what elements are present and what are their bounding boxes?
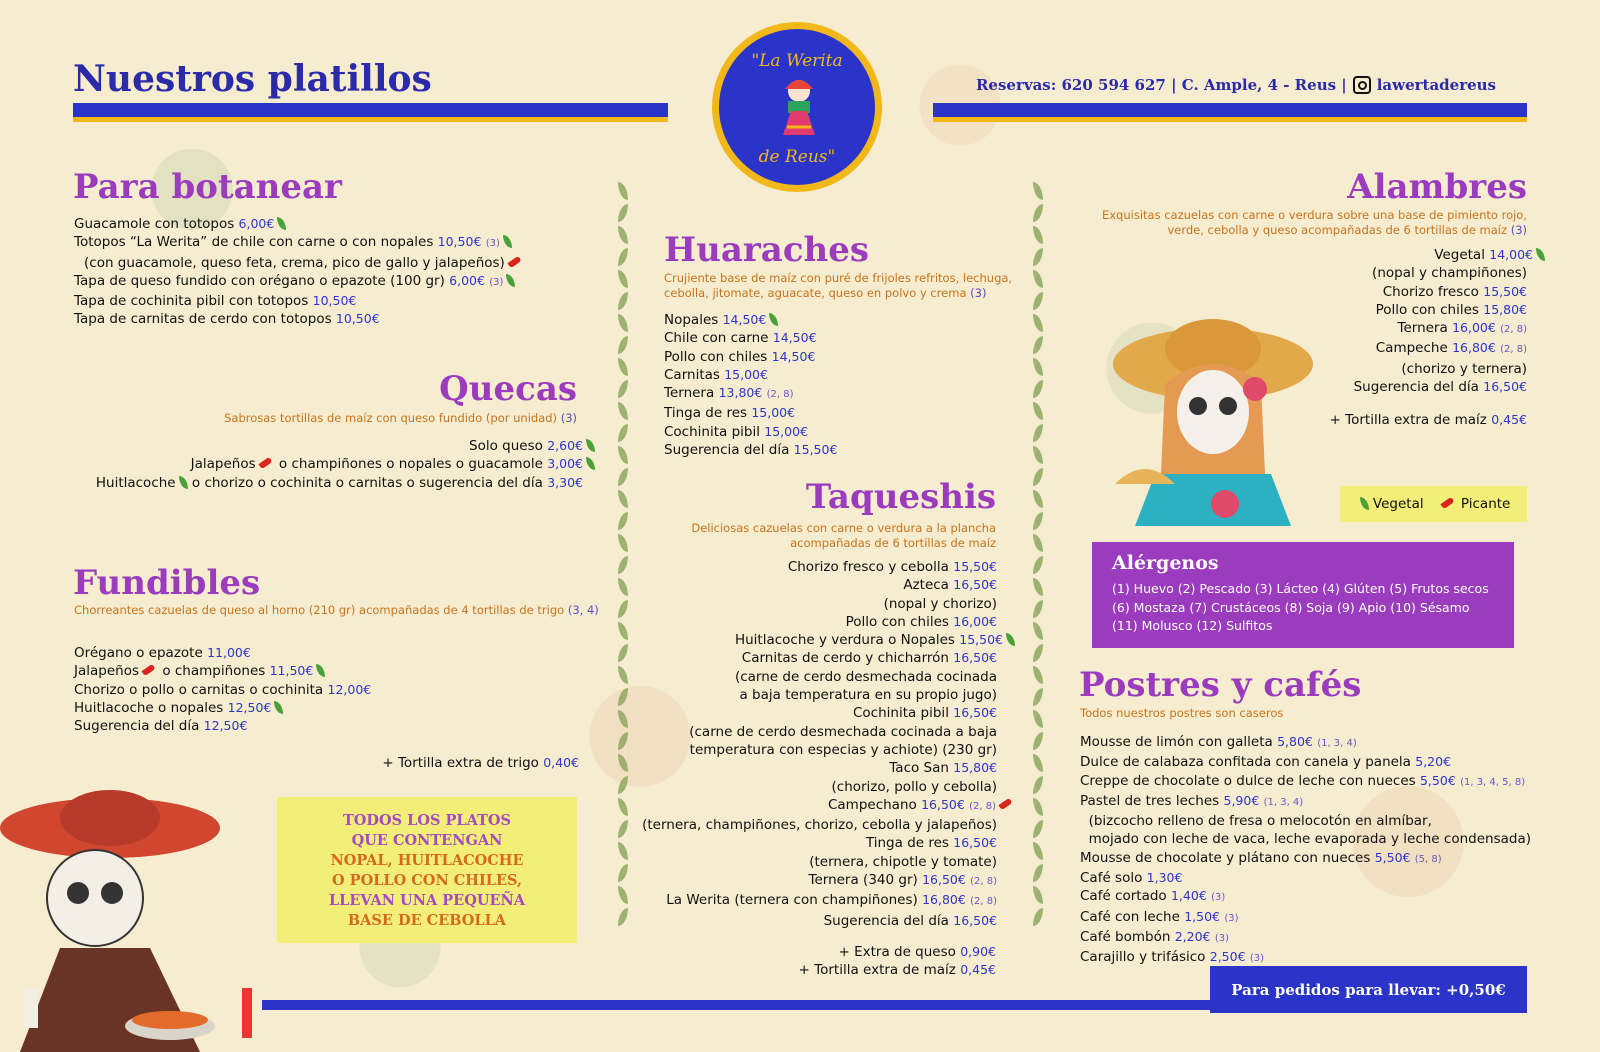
list-item: Dulce de calabaza confitada con canela y panela 5,20€ (1080, 754, 1452, 771)
list-item: Vegetal 14,00€ (1354, 246, 1545, 264)
list-item: Chorizo fresco y cebolla 15,50€ (787, 559, 997, 575)
list-item: Carnitas de cerdo y chicharrón 16,50€ (741, 650, 997, 667)
list-item: temperatura con especias y achiote) (230 gr) (689, 741, 997, 758)
list-item: Sugerencia del día 16,50€ (823, 912, 997, 929)
leaf-icon (586, 439, 595, 452)
list-taqueshis (642, 558, 1015, 930)
list-item: a baja temperatura en su propio jugo) (739, 687, 997, 704)
chili-icon (141, 664, 155, 676)
list-item: Pollo con chiles 15,80€ (1375, 301, 1527, 318)
list-item: Orégano o epazote 11,00€ (74, 645, 251, 661)
alambres-desc: Exquisitas cazuelas con carne o verdura sobre una base de pimiento rojo, verde, cebolla y queso acompañadas de 6 tortillas de maíz (3) (1101, 208, 1527, 237)
fundibles-desc: Chorreantes cazuelas de queso al horno (210 gr) acompañadas de 4 tortillas de trigo (3, 4) (74, 603, 599, 617)
list-item: Solo queso 2,60€ (96, 437, 595, 455)
chili-icon (507, 255, 521, 267)
list-item: Mousse de chocolate y plátano con nueces 5,50€ (5, 8) (1080, 849, 1442, 866)
list-botanear (74, 215, 524, 329)
list-item: (nopal y champiñones) (1372, 265, 1527, 282)
chili-icon (998, 798, 1012, 810)
list-item: Café solo 1,30€ (1080, 870, 1183, 887)
allergens-line: (6) Mostaza (7) Crustáceos (8) Soja (9) Apio (10) Sésamo (1112, 599, 1470, 615)
doll-icon (773, 75, 825, 139)
list-item: Sugerencia del día 16,50€ (1353, 379, 1527, 396)
list-item: Ternera 16,00€ (2, 8) (1397, 320, 1527, 337)
leaf-icon (1536, 248, 1545, 261)
section-title-alambres: Alambres (1347, 167, 1527, 207)
list-item: Jalapeños o champiñones 11,50€ (74, 662, 371, 680)
leaf-icon (586, 457, 595, 470)
skeleton-illustration (0, 788, 262, 1052)
leaf-icon (316, 664, 325, 677)
list-item: Pastel de tres leches 5,90€ (1, 3, 4) (1080, 792, 1304, 809)
list-item: Tinga de res 15,00€ (664, 405, 796, 422)
header-bar-left (73, 103, 668, 122)
instagram-handle: lawertadereus (1376, 76, 1496, 94)
list-item: Ternera (340 gr) 16,50€ (2, 8) (808, 872, 997, 889)
leaf-icon (277, 217, 286, 230)
list-item: Taco San 15,80€ (889, 760, 997, 777)
list-item: Totopos “La Werita” de chile con carne o con nopales 10,50€ (3) (74, 233, 524, 253)
chili-icon (1440, 497, 1454, 509)
reservations-text: Reservas: 620 594 627 | C. Ample, 4 - Reus | (975, 76, 1347, 94)
list-item: Carnitas 15,00€ (664, 366, 768, 383)
footer-bar (262, 1000, 1527, 1010)
list-item: Sugerencia del día 15,50€ (664, 442, 838, 459)
list-item: Tinga de res 16,50€ (865, 835, 997, 852)
list-huaraches (664, 311, 837, 459)
instagram-icon (1353, 76, 1371, 94)
list-item: mojado con leche de vaca, leche evaporada y leche condensada) (1080, 831, 1531, 848)
header-bar-right (933, 103, 1527, 122)
quecas-desc: Sabrosas tortillas de maíz con queso fundido (por unidad) (3) (224, 411, 577, 425)
leaf-icon (506, 274, 515, 287)
allergens-box (1092, 542, 1514, 648)
list-item: Huitlacoche y verdura o Nopales 15,50€ (642, 631, 1015, 649)
list-item: Ternera 13,80€ (2, 8) (664, 385, 794, 402)
postres-desc: Todos nuestros postres son caseros (1080, 706, 1284, 720)
list-item: Tapa de carnitas de cerdo con totopos 10,50€ (74, 311, 380, 328)
list-item: Pollo con chiles 14,50€ (664, 348, 816, 365)
takeaway-banner: Para pedidos para llevar: +0,50€ (1210, 966, 1527, 1013)
list-alambres (1354, 246, 1545, 396)
reservations (976, 76, 1496, 94)
section-title-postres: Postres y cafés (1079, 665, 1362, 705)
legend-vegetal: Vegetal (1372, 496, 1424, 512)
list-item: (bizcocho relleno de fresa o melocotón en almíbar, (1080, 813, 1432, 830)
list-item: Nopales 14,50€ (664, 311, 837, 329)
list-item: Creppe de chocolate o dulce de leche con nueces 5,50€ (1, 3, 4, 5, 8) (1080, 772, 1526, 789)
leaf-icon (274, 701, 283, 714)
list-item: Chile con carne 14,50€ (664, 330, 817, 347)
leaf-icon (1360, 497, 1369, 510)
list-item: Campechano 16,50€ (2, 8) (642, 796, 1015, 816)
logo-text-top: "La Werita (751, 51, 843, 71)
section-title-taqueshis: Taqueshis (805, 477, 996, 517)
leaf-icon (769, 313, 778, 326)
allergens-line: (11) Molusco (12) Sulfitos (1112, 618, 1273, 633)
list-item: (nopal y chorizo) (883, 595, 997, 612)
alambres-extra: + Tortilla extra de maíz 0,45€ (1329, 412, 1527, 428)
list-item: (ternera, champiñones, chorizo, cebolla y jalapeños) (642, 817, 997, 834)
list-item: Mousse de limón con galleta 5,80€ (1, 3, 4) (1080, 734, 1357, 750)
taqueshis-extras: + Extra de queso 0,90€ + Tortilla extra de maíz 0,45€ (798, 944, 996, 979)
list-item: Tapa de queso fundido con orégano o epazote (100 gr) 6,00€ (3) (74, 272, 524, 292)
list-item: Chorizo fresco 15,50€ (1382, 283, 1527, 300)
list-item: Huitlacoche o chorizo o cochinita o carnitas o sugerencia del día 3,30€ (95, 474, 583, 491)
legend-picante: Picante (1460, 496, 1511, 512)
list-item: Cochinita pibil 15,00€ (664, 423, 809, 440)
list-item: Campeche 16,80€ (2, 8) (1375, 340, 1527, 357)
section-title-botanear: Para botanear (73, 167, 342, 207)
list-item: Café cortado 1,40€ (3) (1080, 888, 1226, 905)
list-item: Guacamole con totopos 6,00€ (74, 215, 524, 233)
section-title-quecas: Quecas (439, 369, 577, 409)
catrina-illustration (1095, 304, 1317, 526)
chili-icon (258, 457, 272, 469)
list-item: Huitlacoche o nopales 12,50€ (74, 699, 371, 717)
list-item: Sugerencia del día 12,50€ (74, 718, 248, 735)
vine-divider-left (612, 178, 634, 930)
section-title-fundibles: Fundibles (73, 563, 261, 603)
list-item: Tapa de cochinita pibil con totopos 10,50€ (74, 293, 357, 310)
page-title: Nuestros platillos (73, 58, 432, 100)
vine-divider-right (1027, 178, 1049, 930)
list-item: (chorizo y ternera) (1401, 360, 1527, 377)
leaf-icon (503, 235, 512, 248)
allergens-title: Alérgenos (1112, 552, 1219, 574)
note-box: TODOS LOS PLATOS QUE CONTENGAN NOPAL, HUITLACOCHE O POLLO CON CHILES, LLEVAN UNA PEQUEÑA BASE DE CEBOLLA (277, 797, 577, 943)
logo (712, 22, 882, 192)
fundibles-extra: + Tortilla extra de trigo 0,40€ (382, 755, 579, 771)
logo-text-bottom: de Reus" (758, 147, 836, 167)
list-item: Café bombón 2,20€ (3) (1080, 928, 1229, 945)
section-title-huaraches: Huaraches (664, 230, 870, 270)
list-quecas (96, 437, 595, 492)
list-item: (carne de cerdo desmechada cocinada (734, 668, 997, 685)
list-item: Azteca 16,50€ (903, 577, 997, 594)
list-item: (con guacamole, queso feta, crema, pico de gallo y jalapeños) (74, 254, 524, 272)
list-item: (chorizo, pollo y cebolla) (831, 778, 997, 795)
list-item: (ternera, chipotle y tomate) (809, 853, 997, 870)
taqueshis-desc: Deliciosas cazuelas con carne o verdura a la plancha acompañadas de 6 tortillas de maíz (691, 521, 996, 550)
leaf-icon (1006, 633, 1015, 646)
list-item: (carne de cerdo desmechada cocinada a baja (689, 723, 997, 740)
list-item: Pollo con chiles 16,00€ (845, 613, 997, 630)
list-item: Café con leche 1,50€ (3) (1080, 908, 1239, 925)
list-item: Chorizo o pollo o carnitas o cochinita 12,00€ (74, 681, 372, 698)
huaraches-desc: Crujiente base de maíz con puré de frijoles refritos, lechuga, cebolla, jitomate, aguacate, queso en polvo y crema (3) (664, 271, 1013, 300)
list-item: Carajillo y trifásico 2,50€ (3) (1080, 949, 1265, 966)
allergens-line: (1) Huevo (2) Pescado (3) Lácteo (4) Glúten (5) Frutos secos (1112, 581, 1489, 596)
leaf-icon (179, 476, 188, 489)
list-item: Cochinita pibil 16,50€ (852, 705, 997, 722)
list-item: La Werita (ternera con champiñones) 16,80€ (2, 8) (666, 892, 997, 909)
list-postres (1080, 733, 1531, 969)
list-fundibles (74, 644, 371, 735)
list-item: Jalapeños o champiñones o nopales o guacamole 3,00€ (96, 455, 595, 473)
legend-box (1340, 486, 1527, 522)
